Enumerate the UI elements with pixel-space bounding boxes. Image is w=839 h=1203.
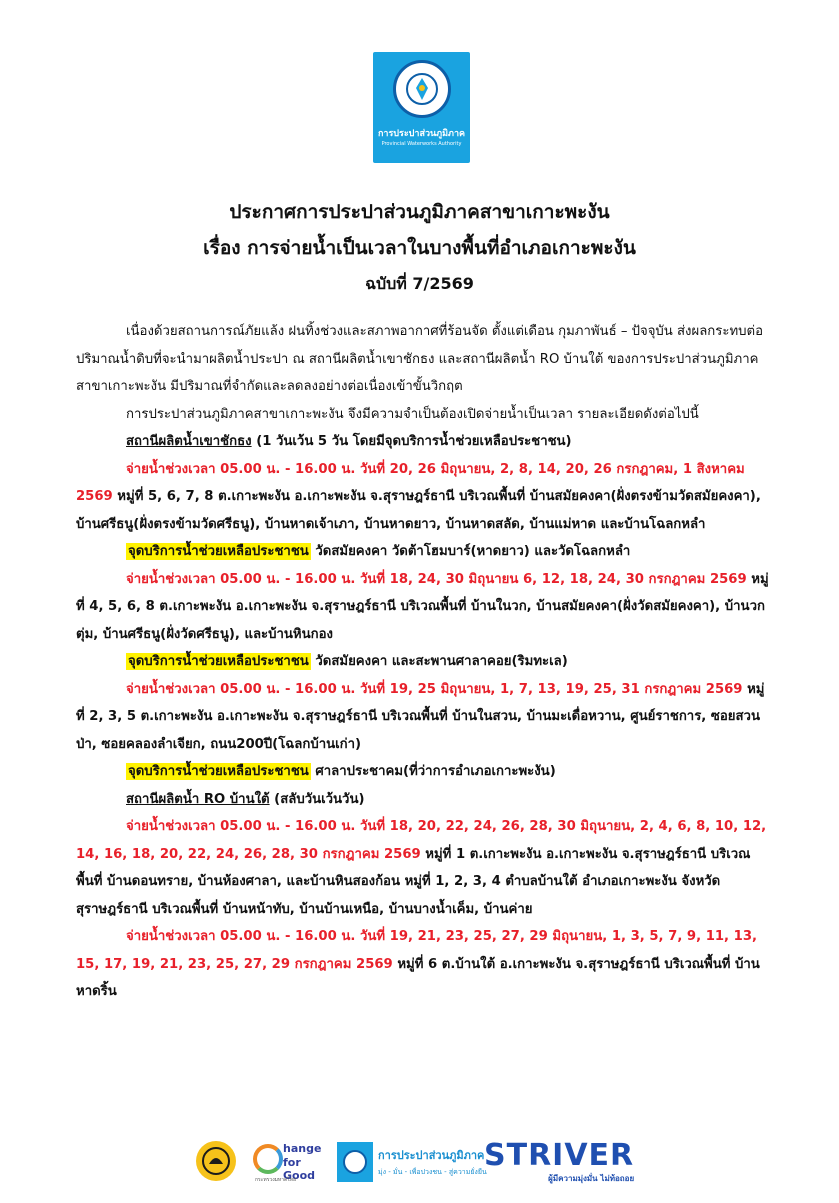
- logo-org-thai: การประปาส่วนภูมิภาค: [377, 129, 466, 139]
- station-1-schedule-1: [76, 456, 770, 539]
- station-2-note: (สลับวันเว้นวัน): [269, 791, 365, 807]
- schedule-area: หมู่ที่ 6 ต.บ้านใต้ อ.เกาะพะงัน จ.สุราษฎร์ธานี บริเวณพื้นที่ บ้านหาดริ้น: [76, 956, 760, 999]
- footer-logos: [0, 1138, 839, 1188]
- pwa-small-logo-icon: [337, 1142, 373, 1182]
- station-2-schedule-1: [76, 813, 770, 923]
- striver-logo: [484, 1140, 634, 1185]
- title-block: [0, 194, 839, 302]
- station-2-heading: [76, 786, 770, 814]
- pwa-mini-seal-icon: [343, 1150, 367, 1174]
- station-1-heading: [76, 428, 770, 456]
- service-point-label: จุดบริการน้ำช่วยเหลือประชาชน: [128, 654, 309, 669]
- pwa-seal-icon: [393, 60, 451, 118]
- ministry-emblem-icon: [196, 1141, 236, 1181]
- station-1-schedule-2: [76, 566, 770, 649]
- service-point-label: จุดบริการน้ำช่วยเหลือประชาชน: [128, 544, 309, 559]
- pwa-footer-text: [378, 1146, 487, 1178]
- service-point-2: [76, 648, 770, 676]
- striver-tagline: ผู้มีความมุ่งมั่น ไม่ท้อถอย: [548, 1174, 635, 1183]
- schedule-time-red: จ่ายน้ำช่วงเวลา 05.00 น. - 16.00 น. วันที่ 19, 25 มิถุนายน, 1, 7, 13, 19, 25, 31 กรกฎาคม 2569: [126, 681, 743, 697]
- station-1-schedule-3: [76, 676, 770, 759]
- pwa-logo: [373, 52, 470, 163]
- schedule-area: หมู่ที่ 1 ต.เกาะพะงัน อ.เกาะพะงัน จ.สุราษฎร์ธานี บริเวณพื้นที่ บ้านดอนทราย, บ้านห้องศาลา, และบ้านหินสองก้อน หมู่ที่ 1, 2, 3, 4 ตำบลบ้านใต้ อำเภอเกาะพะงัน จังหวัด สุราษฎร์ธานี บริเวณพื้นที่ บ้านหน้าทับ, บ้านบ้านเหนือ, บ้านบางน้ำเค็ม, บ้านค่าย: [76, 846, 751, 917]
- service-point-3: [76, 758, 770, 786]
- title-line-1: ประกาศการประปาส่วนภูมิภาคสาขาเกาะพะงัน: [229, 201, 610, 223]
- cfg-line-1: hange: [283, 1142, 322, 1155]
- pwa-footer-slogan: มุ่ง - มั่น - เพื่อปวงชน - สู่ความยั่งยืน: [378, 1168, 487, 1176]
- intro-paragraph-2: การประปาส่วนภูมิภาคสาขาเกาะพะงัน จึงมีความจำเป็นต้องเปิดจ่ายน้ำเป็นเวลา รายละเอียดดังต่อไปนี้: [126, 406, 699, 422]
- pwa-footer-name: การประปาส่วนภูมิภาค: [378, 1149, 485, 1162]
- schedule-time-red: จ่ายน้ำช่วงเวลา 05.00 น. - 16.00 น. วันที่ 18, 20, 22, 24, 26, 28, 30 มิถุนายน, 2, 4, 6, 8, 10, 12, 14, 16, 18, 20, 22, 24, 26, 28, 30 กรกฎาคม 2569: [76, 819, 767, 862]
- intro-paragraph-1: เนื่องด้วยสถานการณ์ภัยแล้ง ฝนทิ้งช่วงและสภาพอากาศที่ร้อนจัด ตั้งแต่เดือน กุมภาพันธ์ – ปัจจุบัน ส่งผลกระทบต่อปริมาณน้ำดิบที่จะนำมาผลิตน้ำประปา ณ สถานีผลิตน้ำเขาชักธง และสถานีผลิตน้ำ RO บ้านใต้ ของการประปาส่วนภูมิภาคสาขาเกาะพะงัน มีปริมาณที่จำกัดและลดลงอย่างต่อเนื่องเข้าขั้นวิกฤต: [76, 324, 763, 394]
- cfg-sub: กระทรวงมหาดไทย: [255, 1177, 297, 1183]
- schedule-time-red: จ่ายน้ำช่วงเวลา 05.00 น. - 16.00 น. วันที่ 19, 21, 23, 25, 27, 29 มิถุนายน, 1, 3, 5, 7, 9, 11, 13, 15, 17, 19, 21, 23, 25, 27, 29 กรกฎาคม 2569: [76, 929, 758, 972]
- striver-wordmark: STRIVER: [484, 1138, 635, 1173]
- schedule-area: หมู่ที่ 4, 5, 6, 8 ต.เกาะพะงัน อ.เกาะพะงัน จ.สุราษฎร์ธานี บริเวณพื้นที่ บ้านในวก, บ้านสมัยคงคา(ฝั่งวัดสมัยคงคา), บ้านวกตุ่ม, บ้านศรีธนู(ฝั่งวัดศรีธนู), และบ้านหินกอง: [76, 571, 769, 642]
- service-point-label: จุดบริการน้ำช่วยเหลือประชาชน: [128, 764, 309, 779]
- change-ring-icon: [253, 1144, 283, 1174]
- schedule-area: หมู่ที่ 5, 6, 7, 8 ต.เกาะพะงัน อ.เกาะพะงัน จ.สุราษฎร์ธานี บริเวณพื้นที่ บ้านสมัยคงคา(ฝั่งตรงข้ามวัดสมัยคงคา), บ้านศรีธนู(ฝั่งตรงข้ามวัดศรีธนู), บ้านหาดเจ้าเภา, บ้านหาดยาว, บ้านหาดสลัด, บ้านแม่หาด และบ้านโฉลกหลำ: [76, 489, 761, 532]
- schedule-time-red: จ่ายน้ำช่วงเวลา 05.00 น. - 16.00 น. วันที่ 18, 24, 30 มิถุนายน 6, 12, 18, 24, 30 กรกฎาคม 2569: [126, 571, 747, 587]
- cfg-line-2: for Good: [283, 1156, 316, 1182]
- service-point-text: วัดสมัยคงคา และสะพานศาลาคอย(ริมทะเล): [310, 654, 568, 669]
- change-for-good-logo: [253, 1140, 333, 1184]
- logo-org-english: Provincial Waterworks Authority: [381, 141, 462, 147]
- station-2-schedule-2: [76, 923, 770, 1006]
- title-line-2: เรื่อง การจ่ายน้ำเป็นเวลาในบางพื้นที่อำเภอเกาะพะงัน: [203, 237, 636, 259]
- station-1-name: สถานีผลิตน้ำเขาชักธง: [126, 434, 252, 449]
- station-2-name: สถานีผลิตน้ำ RO บ้านใต้: [126, 791, 270, 807]
- announcement-body: [76, 318, 770, 1006]
- station-1-note: (1 วันเว้น 5 วัน โดยมีจุดบริการน้ำช่วยเหลือประชาชน): [251, 434, 572, 449]
- service-point-1: [76, 538, 770, 566]
- service-point-text: วัดสมัยคงคา วัดต้าโฮมบาร์(หาดยาว) และวัดโฉลกหลำ: [310, 544, 631, 559]
- title-line-3: ฉบับที่ 7/2569: [365, 274, 474, 293]
- schedule-area: หมู่ที่ 2, 3, 5 ต.เกาะพะงัน อ.เกาะพะงัน จ.สุราษฎร์ธานี บริเวณพื้นที่ บ้านในสวน, บ้านมะเดื่อหวาน, ศูนย์ราชการ, ซอยสวนป่า, ซอยคลองลำเจียก, ถนน200ปี(โฉลกบ้านเก่า): [76, 681, 765, 752]
- service-point-text: ศาลาประชาคม(ที่ว่าการอำเภอเกาะพะงัน): [310, 764, 556, 779]
- schedule-time-red: จ่ายน้ำช่วงเวลา 05.00 น. - 16.00 น. วันที่ 20, 26 มิถุนายน, 2, 8, 14, 20, 26 กรกฎาคม, 1 สิงหาคม 2569: [76, 461, 745, 504]
